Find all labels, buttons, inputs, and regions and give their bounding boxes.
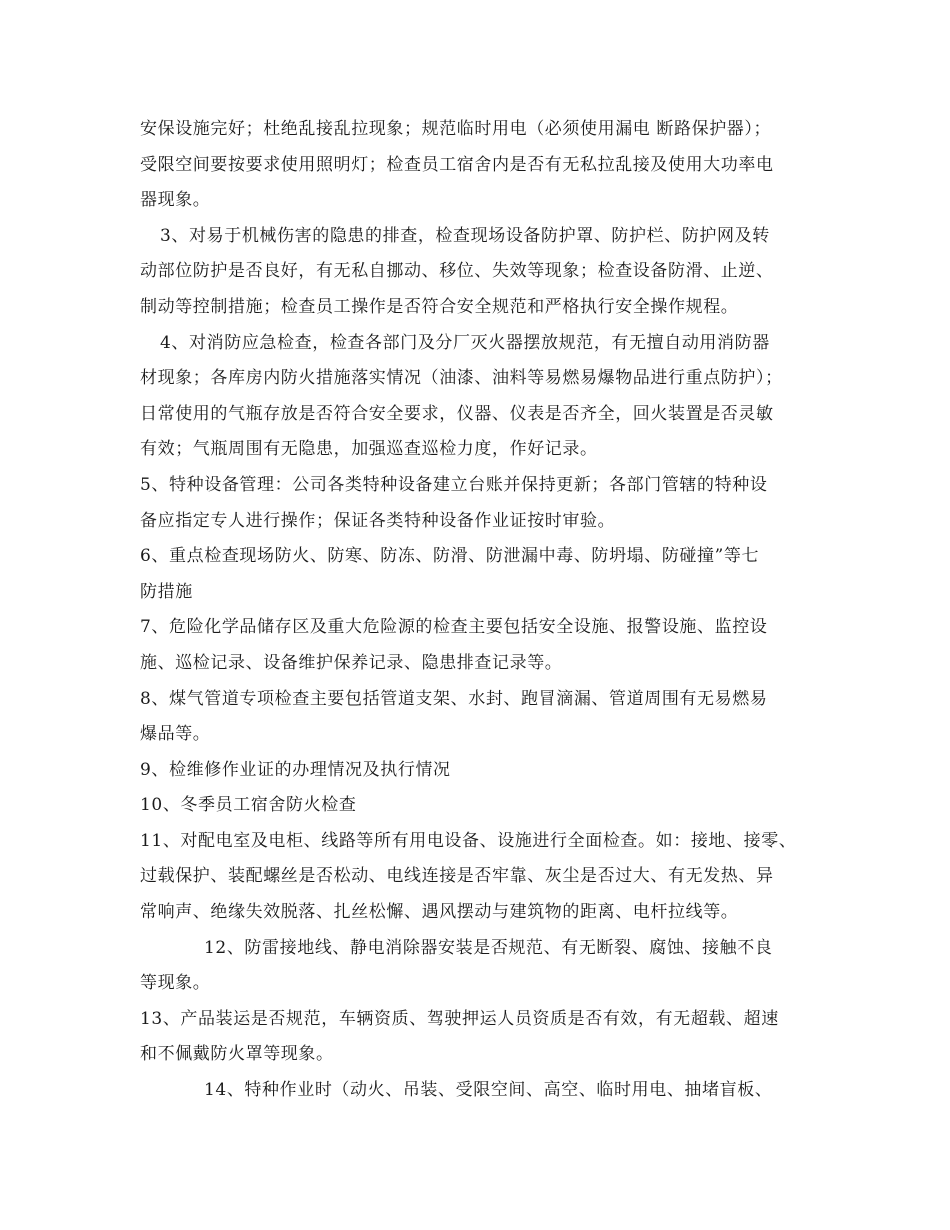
text-line: 受限空间要按要求使用照明灯；检查员工宿舍内是否有无私拉乱接及使用大功率电 [140, 154, 774, 175]
text-line: 和不佩戴防火罩等现象。 [140, 1044, 334, 1065]
text-line: 日常使用的气瓶存放是否符合安全要求，仪器、仪表是否齐全，回火装置是否灵敏 [140, 403, 774, 424]
text-line: 动部位防护是否良好，有无私自挪动、移位、失效等现象；检查设备防滑、止逆、 [140, 261, 774, 282]
text-line: 施、巡检记录、设备维护保养记录、隐患排查记录等。 [140, 652, 563, 673]
text-line: 5、特种设备管理：公司各类特种设备建立台账并保持更新；各部门管辖的特种设 [140, 474, 768, 495]
text-line: 有效；气瓶周围有无隐患，加强巡查巡检力度，作好记录。 [140, 439, 598, 460]
text-line: 爆品等。 [140, 724, 211, 745]
text-line: 12、防雷接地线、静电消除器安装是否规范、有无断裂、腐蚀、接触不良 [204, 937, 773, 958]
text-line: 10、冬季员工宿舍防火检查 [140, 795, 357, 816]
text-line: 安保设施完好；杜绝乱接乱拉现象；规范临时用电（必须使用漏电 断路保护器）； [140, 119, 772, 139]
text-line: 制动等控制措施；检查员工操作是否符合安全规范和严格执行安全操作规程。 [140, 296, 739, 317]
text-line: 器现象。 [140, 190, 211, 211]
text-line: 等现象。 [140, 973, 211, 994]
text-line: 6、重点检查现场防火、防寒、防冻、防滑、防泄漏中毒、防坍塌、防碰撞”等七 [140, 546, 760, 567]
text-line: 防措施 [140, 581, 193, 602]
text-line: 3、对易于机械伤害的隐患的排查，检查现场设备防护罩、防护栏、防护网及转 [160, 225, 770, 246]
text-line: 4、对消防应急检查，检查各部门及分厂灭火器摆放规范，有无擅自动用消防器 [160, 332, 770, 353]
text-line: 14、特种作业时（动火、吊装、受限空间、高空、临时用电、抽堵盲板、 [204, 1080, 773, 1101]
text-line: 常响声、绝缘失效脱落、扎丝松懈、遇风摆动与建筑物的距离、电杆拉线等。 [140, 902, 739, 923]
text-line: 过载保护、装配螺丝是否松动、电线连接是否牢靠、灰尘是否过大、有无发热、异 [140, 866, 774, 887]
text-line: 13、产品装运是否规范，车辆资质、驾驶押运人员资质是否有效，有无超载、超速 [140, 1008, 779, 1029]
document-body [140, 112, 820, 1109]
text-line: 7、危险化学品储存区及重大危险源的检查主要包括安全设施、报警设施、监控设 [140, 617, 768, 638]
text-line: 8、煤气管道专项检查主要包括管道支架、水封、跑冒滴漏、管道周围有无易燃易 [140, 688, 768, 709]
text-line: 11、对配电室及电柜、线路等所有用电设备、设施进行全面检查。如：接地、接零、 [140, 830, 797, 851]
text-line: 材现象；各库房内防火措施落实情况（油漆、油料等易燃易爆物品进行重点防护）； [140, 368, 783, 389]
text-line: 备应指定专人进行操作；保证各类特种设备作业证按时审验。 [140, 510, 616, 531]
text-line: 9、检维修作业证的办理情况及执行情况 [140, 759, 451, 780]
